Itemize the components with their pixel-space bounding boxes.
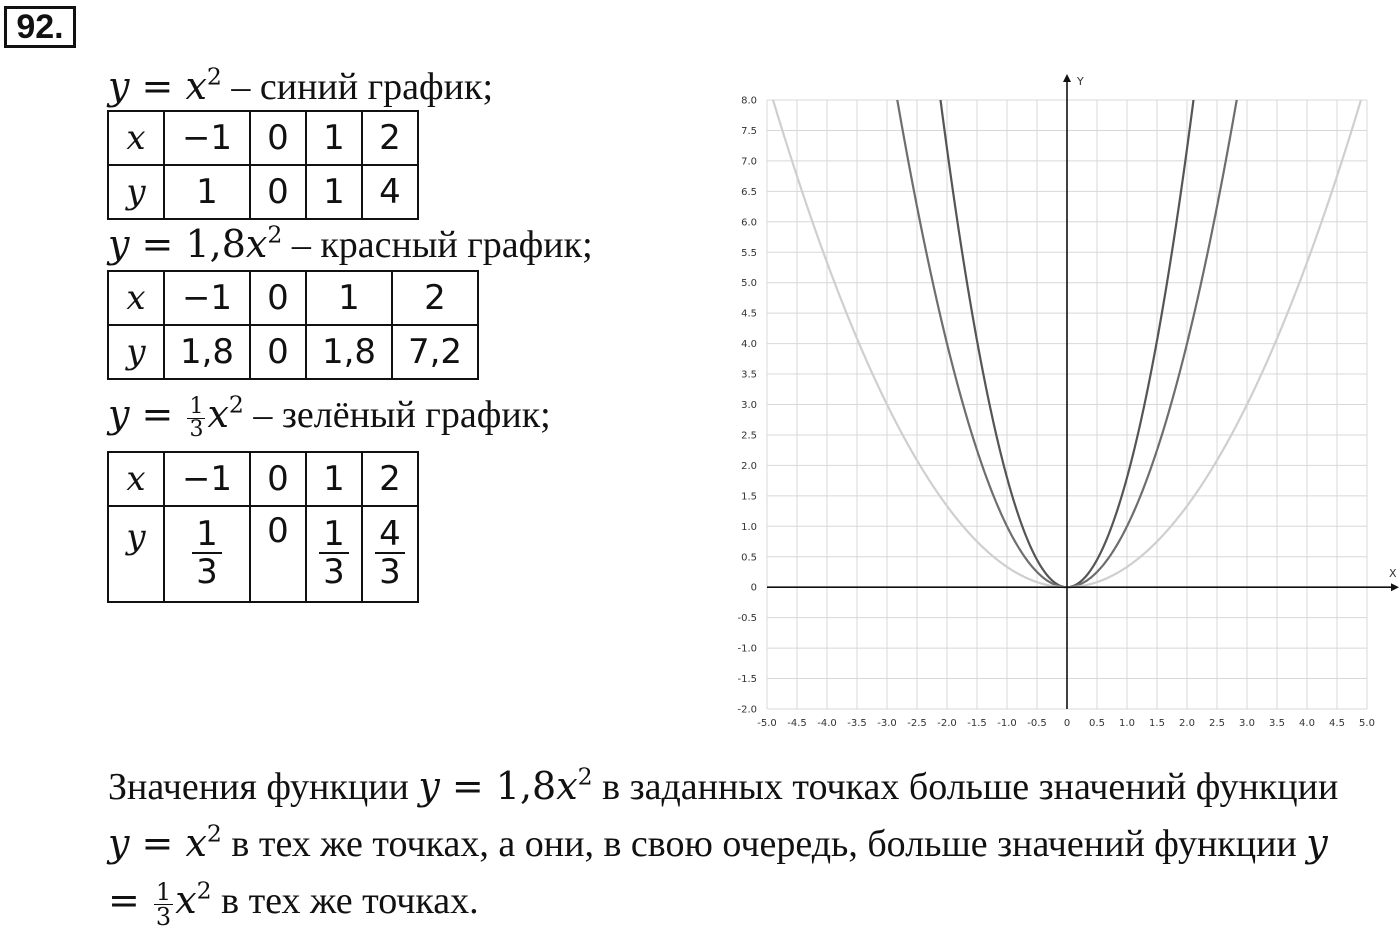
conclusion-part: в тех же точках.: [211, 880, 479, 922]
y-tick-label: 5.0: [741, 278, 757, 290]
frac-den: 3: [379, 552, 401, 592]
equation-green: [108, 392, 551, 441]
x-tick-label: 0: [1063, 718, 1071, 729]
y-tick-label: 1.5: [741, 491, 757, 503]
y-tick-label: 4.5: [741, 308, 757, 320]
frac-den: 3: [196, 552, 218, 592]
eq3-frac-den: 3: [189, 416, 204, 442]
x-tick-label: 4.0: [1299, 718, 1315, 729]
x-tick-label: -4.5: [787, 718, 807, 729]
table-cell: 2: [362, 452, 418, 506]
formula-exp: 2: [577, 762, 593, 791]
eq3-x: x: [207, 392, 229, 436]
x-tick-label: -2.0: [937, 718, 957, 729]
table-cell: 2: [362, 111, 418, 165]
table-x-label: x: [108, 452, 164, 506]
formula-x: x: [556, 764, 578, 808]
table-cell: 1: [306, 165, 362, 219]
frac-num: 1: [192, 516, 222, 554]
x-tick-label: -0.5: [1027, 718, 1047, 729]
x-tick-label: 2.0: [1179, 718, 1195, 729]
table-y-label: y: [108, 506, 164, 602]
parabola-chart: [730, 70, 1400, 732]
table-x-label: x: [108, 271, 164, 325]
frac-den: 3: [323, 552, 345, 592]
y-tick-label: 5.5: [741, 247, 757, 259]
eq3-fraction: [187, 393, 205, 442]
table-cell: 1,8: [306, 325, 392, 379]
conclusion-text: [108, 758, 1358, 929]
table-cell: −1: [164, 271, 250, 325]
formula-y: y: [1306, 821, 1328, 865]
equation-blue: [108, 64, 493, 109]
eq3-frac-num: 1: [189, 393, 204, 419]
table-cell: −1: [164, 111, 250, 165]
x-tick-label: 1.0: [1119, 718, 1135, 729]
x-tick-label: 1.5: [1149, 718, 1165, 729]
x-tick-label: 5.0: [1359, 718, 1375, 729]
y-tick-label: 2.0: [741, 460, 757, 472]
table-y-label: y: [108, 325, 164, 379]
eq1-x: x: [185, 64, 207, 108]
table-cell: 1: [164, 165, 250, 219]
frac-num: 1: [319, 516, 349, 554]
table-cell: 1: [306, 111, 362, 165]
y-tick-label: 2.5: [741, 430, 757, 442]
formula-y: y: [108, 821, 130, 865]
table-row: [108, 452, 418, 506]
y-tick-label: -0.5: [737, 613, 757, 625]
table-cell: 0: [250, 111, 306, 165]
equation-red: [108, 222, 593, 267]
x-tick-label: 3.5: [1269, 718, 1285, 729]
eq1-y: y: [108, 64, 130, 108]
eq2-coef: 1,8: [185, 222, 246, 266]
table-cell: 0: [250, 452, 306, 506]
table-cell: 1,8: [164, 325, 250, 379]
formula-x: x: [185, 821, 207, 865]
table-cell: 4: [362, 165, 418, 219]
x-tick-label: 4.5: [1329, 718, 1345, 729]
table-fraction: [375, 516, 405, 590]
table-cell: −1: [164, 452, 250, 506]
x-tick-label: -1.5: [967, 718, 987, 729]
x-axis-label: X: [1389, 567, 1397, 581]
formula-exp: 2: [196, 876, 212, 905]
x-tick-label: 2.5: [1209, 718, 1225, 729]
frac-num: 1: [155, 877, 172, 906]
y-tick-label: -1.5: [737, 674, 757, 686]
formula-fraction: [154, 877, 173, 931]
eq3-equals: =: [129, 392, 186, 436]
table-cell: 0: [250, 165, 306, 219]
table-cell: [306, 506, 362, 602]
x-tick-label: 3.0: [1239, 718, 1255, 729]
y-tick-label: 6.5: [741, 186, 757, 198]
table-cell: 1: [306, 452, 362, 506]
eq2-text: – красный график;: [282, 224, 593, 266]
table-row: [108, 111, 418, 165]
eq2-x: x: [245, 222, 268, 266]
x-axis-arrow: [1391, 583, 1399, 591]
y-tick-label: 7.0: [741, 156, 757, 168]
y-tick-label: 8.0: [741, 95, 757, 107]
table-y-label: y: [108, 165, 164, 219]
eq3-exp: 2: [228, 390, 244, 419]
table-green: [107, 451, 419, 603]
table-cell: 0: [250, 506, 306, 602]
table-cell: [362, 506, 418, 602]
y-tick-label: 3.0: [741, 400, 757, 411]
y-tick-label: 3.5: [741, 369, 757, 381]
eq2-equals: =: [129, 222, 186, 266]
table-fraction: [319, 516, 349, 590]
table-cell: 7,2: [392, 325, 478, 379]
frac-num: 4: [375, 516, 405, 554]
formula-y: y: [418, 764, 440, 808]
table-cell: 0: [250, 325, 306, 379]
table-cell: 1: [306, 271, 392, 325]
x-tick-label: -5.0: [757, 718, 777, 729]
eq2-exp: 2: [267, 220, 283, 249]
eq3-y: y: [108, 392, 130, 436]
y-axis-label: Y: [1077, 75, 1084, 88]
table-cell: 2: [392, 271, 478, 325]
formula-eq: = 1,8: [439, 764, 557, 808]
y-tick-label: 4.0: [741, 339, 757, 351]
x-tick-label: -3.5: [847, 718, 867, 729]
eq1-exp: 2: [206, 62, 222, 91]
x-tick-label: 0.5: [1089, 718, 1105, 729]
conclusion-part: Значения функции: [108, 766, 419, 808]
y-tick-label: 1.0: [741, 521, 757, 533]
table-row: [108, 271, 478, 325]
x-tick-label: -3.0: [877, 718, 897, 729]
x-tick-label: -1.0: [997, 718, 1017, 729]
table-cell: 0: [250, 271, 306, 325]
x-tick-label: -4.0: [817, 718, 837, 729]
y-tick-label: -2.0: [737, 704, 757, 716]
formula-x: x: [175, 878, 197, 922]
eq3-text: – зелёный график;: [243, 394, 551, 436]
eq1-text: – синий график;: [221, 66, 494, 108]
formula-eq: =: [108, 878, 152, 922]
table-row: [108, 506, 418, 602]
y-tick-label: 7.5: [741, 125, 757, 137]
table-row: [108, 325, 478, 379]
problem-number: 92.: [4, 6, 76, 48]
eq2-y: y: [108, 222, 130, 266]
conclusion-part: в тех же точках, а они, в свою очередь, больше значений функции: [221, 823, 1307, 865]
y-tick-label: -1.0: [737, 643, 757, 655]
formula-exp: 2: [206, 819, 222, 848]
frac-den: 3: [155, 902, 172, 931]
y-tick-label: 0: [750, 582, 757, 594]
table-fraction: [192, 516, 222, 590]
table-x-label: x: [108, 111, 164, 165]
table-blue: [107, 110, 419, 220]
conclusion-part: в заданных точках больше значений функции: [592, 766, 1339, 808]
table-red: [107, 270, 479, 380]
x-tick-label: -2.5: [907, 718, 927, 729]
table-cell: [164, 506, 250, 602]
y-tick-label: 0.5: [741, 552, 757, 564]
y-axis-arrow: [1063, 74, 1071, 82]
y-tick-label: 6.0: [741, 217, 757, 229]
table-row: [108, 165, 418, 219]
eq1-equals: =: [129, 64, 186, 108]
formula-eq: =: [129, 821, 186, 865]
